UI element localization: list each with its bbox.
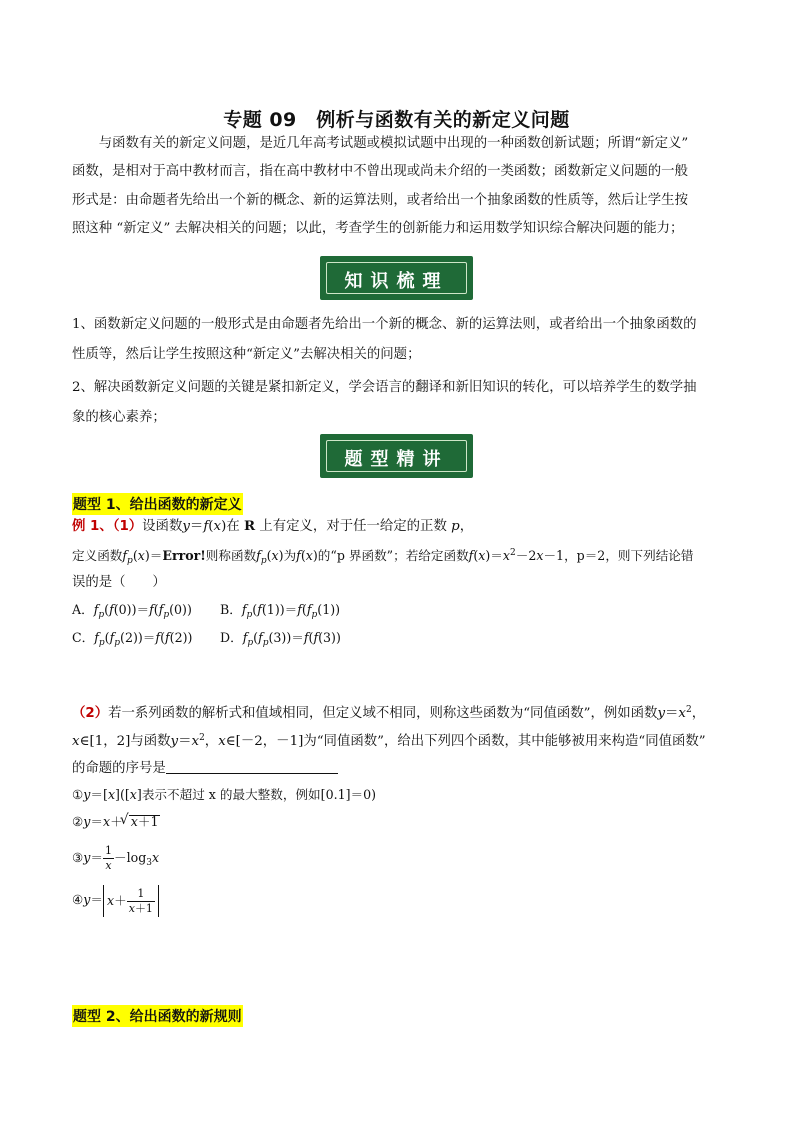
banner-practice — [320, 434, 473, 478]
choice-2: ②y＝x＋ √ x＋1 — [72, 815, 722, 829]
page-title: 专题 09 例析与函数有关的新定义问题 — [223, 109, 570, 131]
banner-practice-label: 题型精讲 — [344, 449, 449, 470]
section-heading-1: 题型 1、给出函数的新定义 — [72, 493, 243, 515]
intro-line-2: 函数，是相对于高中教材而言，指在高中教材中不曾出现或尚未介绍的一类函数；函数新定义问题的一般 — [72, 164, 688, 179]
choice-1: ①y＝[x]([x]表示不超过 x 的最大整数，例如[0.1]＝0) — [72, 787, 377, 802]
option-d: D．$f_p(f_p(3))=f(f(3))$ — [220, 630, 341, 648]
options-ab — [72, 604, 722, 620]
example1-part2-line2: x∈[1，2]与函数$y=x^2$，x∈[－2，－1]为“同值函数”，给出下列四个函数，其中能够被用来构造“同值函数” — [72, 733, 706, 749]
banner-knowledge-label: 知识梳理 — [344, 271, 449, 292]
intro-line-3: 形式是：由命题者先给出一个新的概念、新的运算法则，或者给出一个抽象函数的性质等，然后让学生按 — [72, 193, 688, 208]
example1-line1: 例 1、（1）设函数y＝f(x)在 R 上有定义，对于任一给定的正数 p， — [72, 518, 474, 534]
example1-line2: 定义函数$f_p(x)=Error$!则称函数$f_p(x)$为f(x)的“p 界函数”；若给定函数$f(x)=x^2-2x-1$，p＝2，则下列结论错 — [72, 548, 694, 566]
intro-line-1: 与函数有关的新定义问题，是近几年高考试题或模拟试题中出现的一种函数创新试题；所谓“新定义” — [72, 136, 689, 151]
intro-line-4: 照这种 “新定义” 去解决相关的问题；以此，考查学生的创新能力和运用数学知识综合解决问题的能力； — [72, 221, 684, 236]
option-b: B．$f_p(f(1))=f(f_p(1))$ — [220, 602, 341, 620]
banner-knowledge — [320, 256, 473, 300]
point-line-1: 1、函数新定义问题的一般形式是由命题者先给出一个新的概念、新的运算法则，或者给出一个抽象函数的 — [72, 317, 697, 332]
option-a: A．$f_p(f(0))=f(f_p(0))$ — [72, 602, 192, 620]
answer-blank[interactable] — [166, 761, 338, 774]
choice-4: ④y＝ x＋ $\frac{1}{x+1}$ — [72, 884, 722, 917]
section-heading-2: 题型 2、给出函数的新规则 — [72, 1005, 243, 1027]
example-label: 例 1、 — [72, 519, 113, 534]
sqrt-symbol: √ x＋1 — [129, 815, 161, 829]
point-line-3: 2、解决函数新定义问题的关键是紧扣新定义，学会语言的翻译和新旧知识的转化，可以培养学生的数学抽 — [72, 380, 697, 395]
point-line-2: 性质等，然后让学生按照这种“新定义”去解决相关的问题； — [72, 347, 421, 362]
example1-line3: 误的是（ ） — [72, 575, 166, 590]
choice-3: ③y＝ $\frac{1}{x}$ $-\log_3x$ — [72, 844, 160, 872]
example1-part2-line3: 的命题的序号是 — [72, 761, 722, 775]
options-cd — [72, 632, 722, 648]
option-c: C．$f_p(f_p(2))=f(f(2))$ — [72, 630, 193, 648]
example1-part2-line1: （2）若一系列函数的解析式和值域相同，但定义域不相同，则称这些函数为“同值函数”，例如函数$y=x^2$， — [72, 705, 706, 721]
point-line-4: 象的核心素养； — [72, 410, 166, 425]
